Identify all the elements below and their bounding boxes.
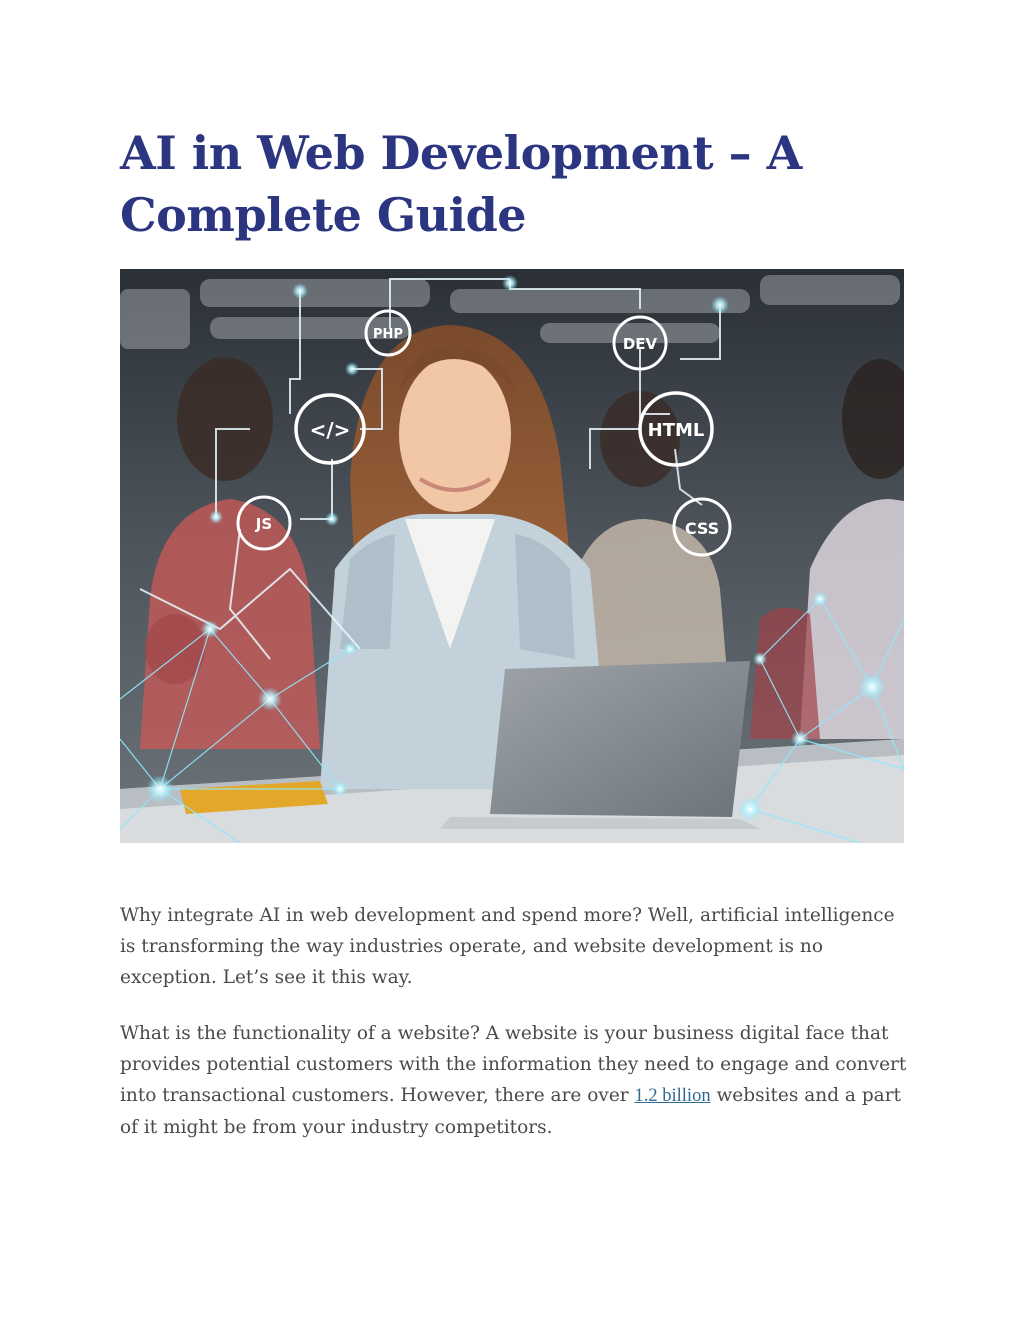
paragraph-text-after-link: websites and a part of it might be from your industry competitors. [120,1085,901,1138]
intro-paragraph: Why integrate AI in web development and spend more? Well, artificial intelligence is transforming the way industries operate, and website development is no exception. Let’s see it this way. [120,905,895,988]
websites-count-link[interactable]: 1.2 billion [634,1086,711,1106]
page-title: AI in Web Development – A Complete Guide [120,126,802,242]
badge-js: JS [255,515,273,533]
badge-code: </> [309,418,351,442]
badge-dev: DEV [622,335,658,353]
badge-php: PHP [373,327,403,342]
badge-css: CSS [684,519,720,538]
functionality-paragraph [120,1018,910,1143]
hero-image [120,269,904,843]
badge-html: HTML [647,420,705,441]
paragraph-text-before-link: What is the functionality of a website? A website is your business digital face that provides potential customers with the information they need to engage and convert into transactional customers. However, there are over [120,1023,907,1106]
